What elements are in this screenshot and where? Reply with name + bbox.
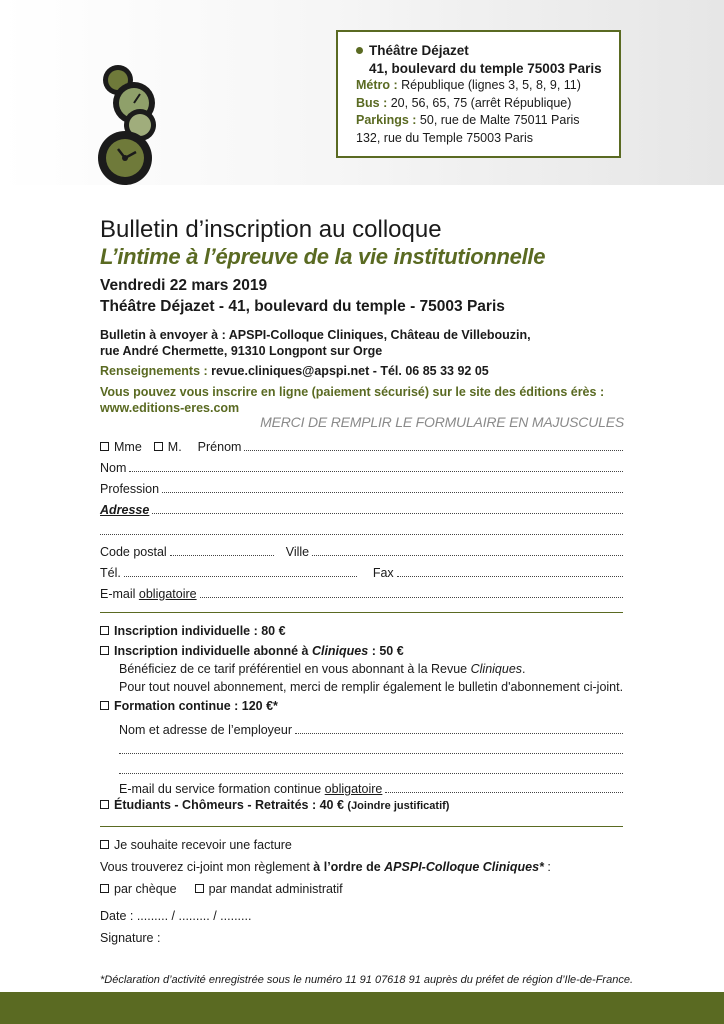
formation-checkbox[interactable] (100, 701, 109, 710)
email-formation-obligatoire: obligatoire (324, 782, 383, 796)
abonne-note-c: . (522, 662, 526, 676)
ville-field[interactable] (312, 554, 623, 556)
mme-label: Mme (114, 440, 142, 454)
mandat-label: par mandat administratif (208, 882, 343, 896)
parking-label: Parkings : (356, 113, 417, 127)
facture-label: Je souhaite recevoir une facture (114, 838, 292, 852)
reglement-a: Vous trouverez ci-joint mon règlement (100, 860, 314, 874)
mme-checkbox[interactable] (100, 442, 109, 451)
email-row (100, 583, 623, 601)
formation-label: Formation continue : 120 €* (114, 699, 278, 713)
civility-row (100, 436, 623, 454)
individuelle-checkbox[interactable] (100, 626, 109, 635)
fax-field[interactable] (397, 575, 623, 577)
employeur-row (119, 719, 623, 737)
prenom-field[interactable] (244, 449, 623, 451)
adresse-row (100, 499, 623, 517)
email-obligatoire: obligatoire (138, 587, 197, 601)
employeur-field-2[interactable] (119, 752, 623, 754)
m-label: M. (167, 440, 182, 454)
venue-name: Théâtre Déjazet (369, 43, 469, 58)
page-title: Bulletin d’inscription au colloque (100, 216, 442, 243)
email-formation-row (119, 778, 623, 796)
reglement-b: à l’ordre de (313, 860, 385, 874)
abonne-note-2: Pour tout nouvel abonnement, merci de remplir également le bulletin d'abonnement ci-joint. (119, 680, 624, 694)
reglement-d: : (543, 860, 551, 874)
date-field[interactable]: Date : ......... / ......... / ......... (100, 909, 252, 923)
profession-field[interactable] (162, 491, 623, 493)
reglement-c: APSPI-Colloque Cliniques* (384, 860, 544, 874)
bullet-icon (356, 47, 363, 54)
metro-label: Métro : (356, 78, 398, 92)
uppercase-note: MERCI DE REMPLIR LE FORMULAIRE EN MAJUSCULES (260, 414, 624, 430)
info-contact: revue.cliniques@apspi.net - Tél. 06 85 33 92 05 (211, 364, 489, 378)
cheque-checkbox[interactable] (100, 884, 109, 893)
email-label: E-mail (100, 587, 136, 601)
parking-value-1: 50, rue de Malte 75011 Paris (419, 113, 580, 127)
abonne-note-a: Bénéficiez de ce tarif préférentiel en vous abonnant à la Revue (119, 662, 471, 676)
divider (100, 612, 623, 613)
individuelle-label: Inscription individuelle : 80 € (114, 624, 286, 638)
code-postal-label: Code postal (100, 545, 167, 559)
tel-fax-row (100, 562, 623, 580)
tel-field[interactable] (124, 575, 357, 577)
footer-band (0, 992, 724, 1024)
etudiants-label: Étudiants - Chômeurs - Retraités : 40 € (114, 798, 344, 812)
colloque-title: L’intime à l’épreuve de la vie institutionnelle (100, 244, 546, 269)
nom-row (100, 457, 623, 475)
parking-value-2: 132, rue du Temple 75003 Paris (356, 130, 533, 145)
email-formation-field[interactable] (385, 791, 623, 793)
abonne-label-a: Inscription individuelle abonné à (114, 644, 312, 658)
divider-2 (100, 826, 623, 827)
abonne-checkbox[interactable] (100, 646, 109, 655)
info-label: Renseignements : (100, 364, 208, 378)
employeur-field[interactable] (295, 732, 623, 734)
m-checkbox[interactable] (154, 442, 163, 451)
profession-row (100, 478, 623, 496)
metro-value: République (lignes 3, 5, 8, 9, 11) (401, 78, 581, 92)
cheque-label: par chèque (114, 882, 177, 896)
employeur-field-3[interactable] (119, 772, 623, 774)
profession-label: Profession (100, 482, 160, 496)
venue-address: 41, boulevard du temple 75003 Paris (369, 60, 602, 76)
email-formation-label: E-mail du service formation continue (119, 782, 322, 796)
employeur-row-2 (119, 739, 623, 757)
online-link[interactable]: www.editions-eres.com (100, 401, 240, 415)
send-address-line-1: Bulletin à envoyer à : APSPI-Colloque Cliniques, Château de Villebouzin, (100, 328, 531, 342)
etudiants-note: (Joindre justificatif) (347, 800, 450, 812)
employeur-label: Nom et adresse de l’employeur (119, 723, 292, 737)
footnote: *Déclaration d’activité enregistrée sous le numéro 11 91 07618 91 auprès du préfet de région d’Ile-de-France. (100, 974, 634, 986)
adresse-row-2 (100, 520, 623, 538)
prenom-label: Prénom (197, 440, 242, 454)
venue-info-box (336, 30, 621, 158)
adresse-field-2[interactable] (100, 533, 623, 535)
email-field[interactable] (200, 596, 623, 598)
ville-label: Ville (285, 545, 310, 559)
adresse-label: Adresse (100, 503, 150, 517)
nom-label: Nom (100, 461, 127, 475)
abonne-label-c: : 50 € (368, 644, 404, 658)
event-date: Vendredi 22 mars 2019 (100, 277, 268, 294)
bus-label: Bus : (356, 95, 388, 110)
event-venue: Théâtre Déjazet - 41, boulevard du temple - 75003 Paris (100, 298, 505, 315)
clock-logo-icon (96, 48, 168, 186)
code-postal-field[interactable] (170, 554, 274, 556)
etudiants-checkbox[interactable] (100, 800, 109, 809)
code-ville-row (100, 541, 623, 559)
facture-checkbox[interactable] (100, 840, 109, 849)
abonne-label-b: Cliniques (311, 644, 369, 658)
online-text: Vous pouvez vous inscrire en ligne (paiement sécurisé) sur le site des éditions érès : (100, 385, 605, 399)
nom-field[interactable] (129, 470, 623, 472)
send-address-line-2: rue André Chermette, 91310 Longpont sur Orge (100, 344, 383, 358)
adresse-field[interactable] (152, 512, 623, 514)
fax-label: Fax (372, 566, 394, 580)
bus-value: 20, 56, 65, 75 (arrêt République) (390, 95, 572, 110)
mandat-checkbox[interactable] (195, 884, 204, 893)
tel-label: Tél. (100, 566, 121, 580)
signature-label: Signature : (100, 931, 161, 945)
abonne-note-b: Cliniques (470, 662, 523, 676)
employeur-row-3 (119, 759, 623, 777)
